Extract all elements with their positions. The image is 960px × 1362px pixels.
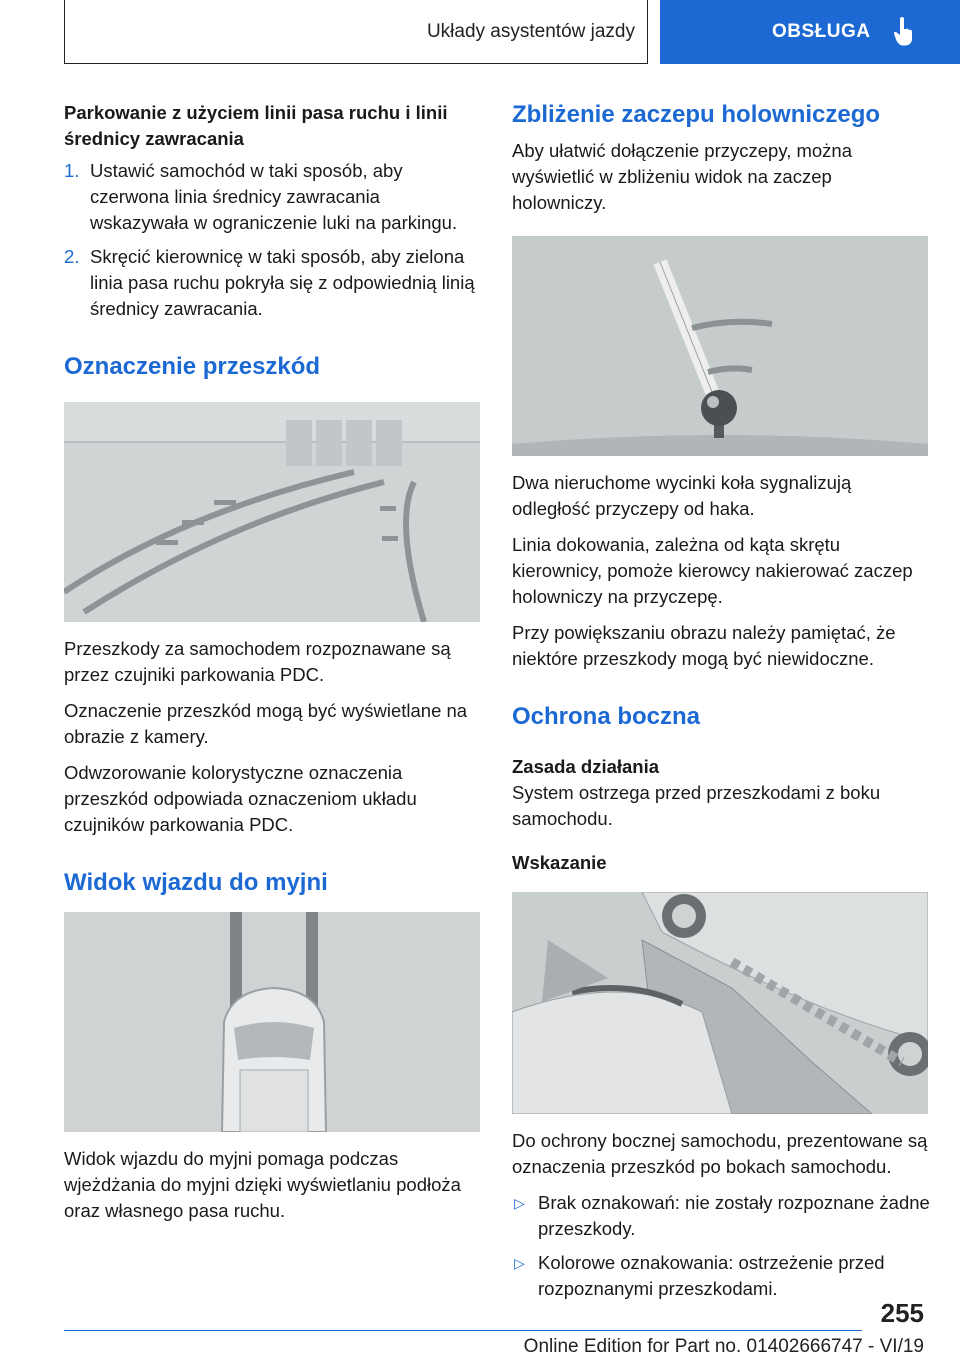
carwash-heading: Widok wjazdu do myjni (64, 869, 328, 896)
triangle-right-icon: ▷ (514, 1195, 525, 1211)
step-item (64, 244, 482, 322)
triangle-right-icon: ▷ (514, 1255, 525, 1271)
side-protection-image (512, 892, 928, 1114)
section-title: Układy asystentów jazdy (426, 20, 635, 42)
chapter-tab[interactable] (660, 0, 960, 64)
obstacle-paragraph: Oznaczenie przeszkód mogą być wyświetlane na obrazie z kamery. (64, 700, 468, 747)
right-column (512, 100, 930, 1310)
bullet-item (512, 1250, 930, 1302)
bullet-item (512, 1190, 930, 1242)
page-number: 255 (880, 1298, 924, 1328)
section-title-box (64, 0, 648, 64)
step-number: 1. (64, 160, 80, 181)
parking-steps (64, 158, 482, 322)
hitch-zoom-image (512, 236, 928, 456)
edition-text: Online Edition for Part no. 01402666747 - VI/19 (523, 1336, 924, 1357)
hand-pointer-icon (893, 17, 915, 47)
obstacle-marking-image (64, 402, 480, 622)
display-heading: Wskazanie (512, 852, 607, 873)
principle-heading: Zasada działania (512, 756, 660, 777)
principle-text: System ostrzega przed przeszkodami z boku samochodu. (512, 782, 881, 829)
carwash-paragraph: Widok wjazdu do myjni pomaga podczas wjeżdżania do myjni dzięki wyświetlaniu podłoża oraz własnego pasa ruchu. (64, 1148, 461, 1221)
bullet-text: Brak oznakowań: nie zostały rozpoznane żadne przeszkody. (538, 1192, 930, 1239)
hitch-intro: Aby ułatwić dołączenie przyczepy, można wyświetlić w zbliżeniu widok na zaczep holowniczy. (512, 140, 853, 213)
marking-bullets (512, 1190, 930, 1302)
parking-heading: Parkowanie z użyciem linii pasa ruchu i linii średnicy zawracania (64, 102, 448, 149)
display-text: Do ochrony bocznej samochodu, prezentowane są oznaczenia przeszkód po bokach samochodu. (512, 1130, 928, 1177)
step-number: 2. (64, 246, 80, 267)
step-text: Ustawić samochód w taki sposób, aby czerwona linia średnicy zawracania wskazywała w ograniczenie luki na parkingu. (90, 160, 458, 233)
bullet-text: Kolorowe oznakowania: ostrzeżenie przed rozpoznanymi przeszkodami. (538, 1252, 885, 1299)
hitch-paragraph: Przy powiększaniu obrazu należy pamiętać, że niektóre przeszkody mogą być niewidoczne. (512, 622, 896, 669)
carwash-view-image (64, 912, 480, 1132)
side-protection-heading: Ochrona boczna (512, 703, 701, 730)
step-item (64, 158, 482, 236)
hitch-heading: Zbliżenie zaczepu holowniczego (512, 101, 881, 128)
obstacle-paragraph: Odwzorowanie kolorystyczne oznaczenia przeszkód odpowiada oznaczeniom układu czujników parkowania PDC. (64, 762, 417, 835)
chapter-label: OBSŁUGA (772, 21, 871, 42)
step-text: Skręcić kierownicę w taki sposób, aby zielona linia pasa ruchu pokryła się z odpowiednią linią średnicy zawracania. (90, 246, 475, 319)
obstacle-heading: Oznaczenie przeszkód (64, 353, 321, 380)
hitch-paragraph: Dwa nieruchome wycinki koła sygnalizują odległość przyczepy od haka. (512, 472, 852, 519)
left-column (64, 100, 482, 1234)
footer-divider (64, 1330, 862, 1331)
hitch-paragraph: Linia dokowania, zależna od kąta skrętu kierownicy, pomoże kierowcy nakierować zaczep holowniczy na przyczepę. (512, 534, 913, 607)
obstacle-paragraph: Przeszkody za samochodem rozpoznawane są przez czujniki parkowania PDC. (64, 638, 451, 685)
